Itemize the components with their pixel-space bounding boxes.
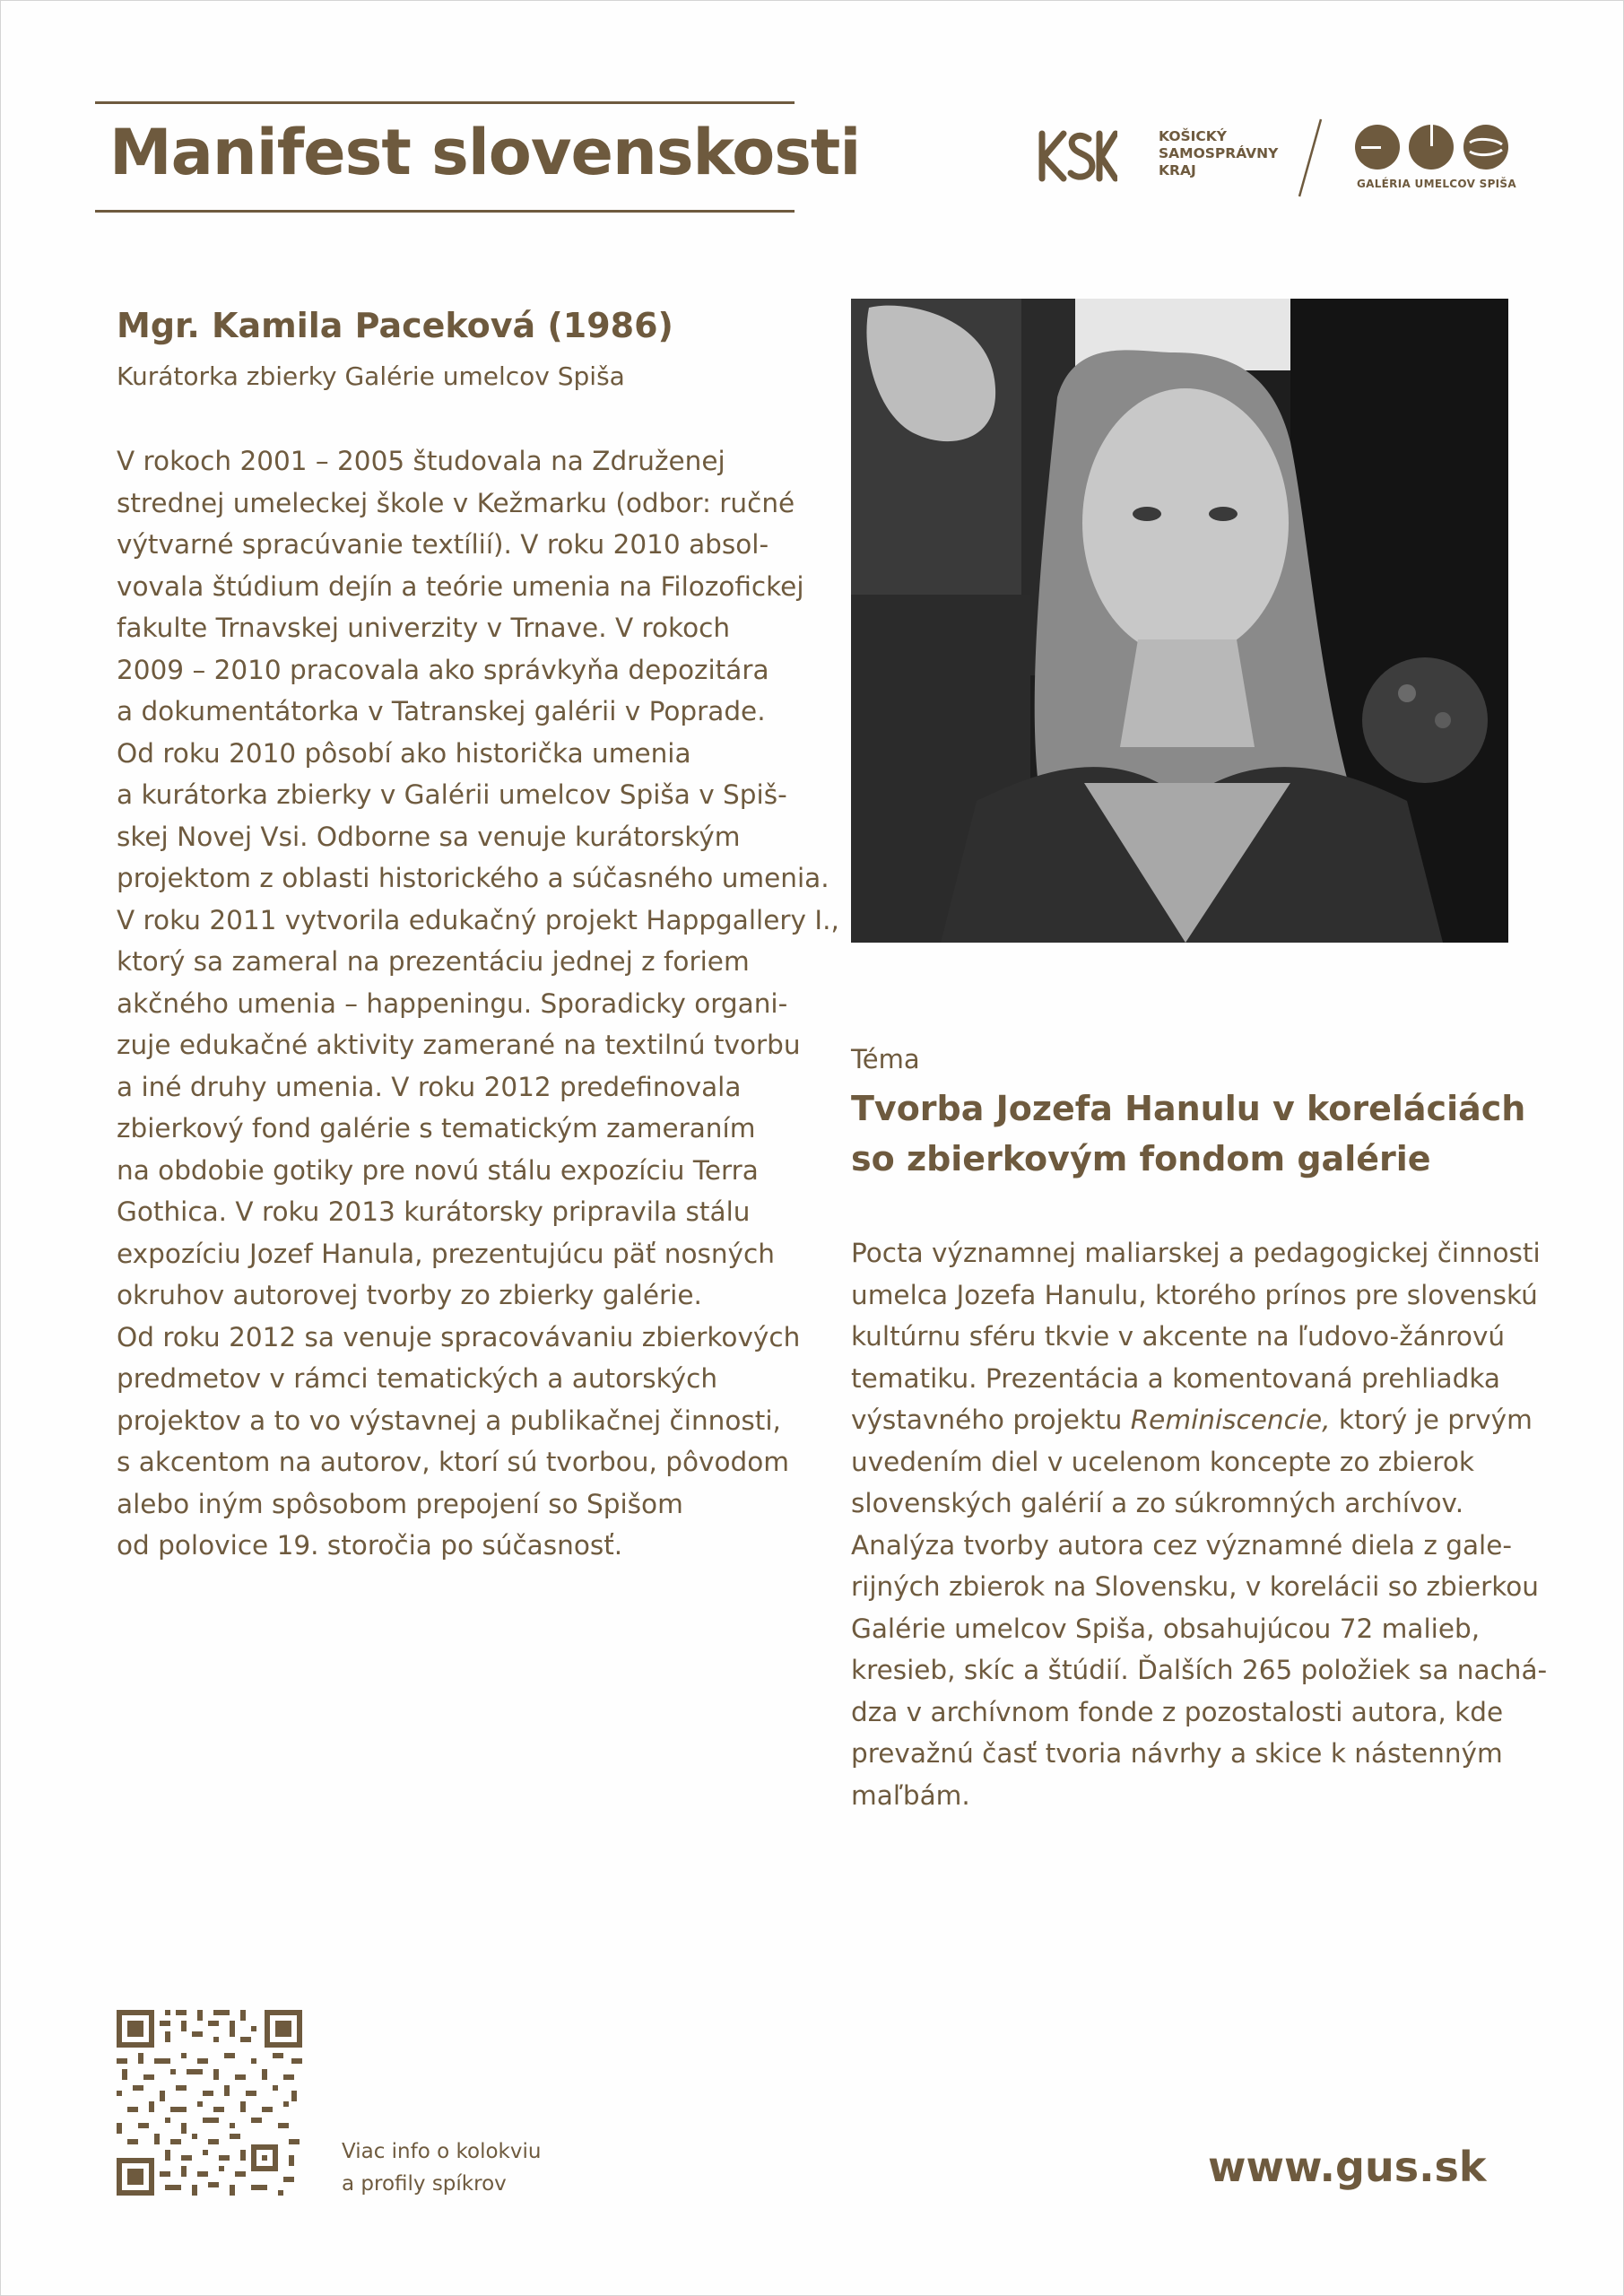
topic-line: kultúrnu sféru tkvie v akcente na ľudovo-žánrovú	[851, 1321, 1506, 1352]
qr-caption-line: a profily spíkrov	[342, 2172, 507, 2196]
bio-line: V roku 2011 vytvorila edukačný projekt Happgallery I.,	[117, 904, 839, 935]
person-name: Mgr. Kamila Paceková (1986)	[117, 306, 673, 345]
bio-line: 2009 – 2010 pracovala ako správkyňa depozitára	[117, 654, 769, 685]
topic-title-line: so zbierkovým fondom galérie	[851, 1139, 1431, 1178]
bio-line: V rokoch 2001 – 2005 študovala na Združenej	[117, 446, 725, 476]
bio-line: Od roku 2010 pôsobí ako historička umenia	[117, 737, 691, 769]
bio-line: s akcentom na autorov, ktorí sú tvorbou, pôvodom	[117, 1447, 790, 1477]
ksk-logo-icon	[1037, 126, 1117, 186]
bio-line: expozíciu Jozef Hanula, prezentujúcu päť nosných	[117, 1238, 775, 1269]
qr-caption	[342, 2135, 541, 2200]
bio-line: Gothica. V roku 2013 kurátorsky pripravila stálu	[117, 1196, 751, 1227]
bio-line: predmetov v rámci tematických a autorských	[117, 1363, 718, 1394]
bio-line: vovala štúdium dejín a teórie umenia na Filozofickej	[117, 570, 804, 602]
topic-line: dza v archívnom fonde z pozostalosti autora, kde	[851, 1696, 1504, 1727]
bio-line: zbierkový fond galérie s tematickým zameraním	[117, 1113, 756, 1144]
topic-text	[851, 1232, 1550, 1816]
topic-line: Pocta významnej maliarskej a pedagogickej činnosti	[851, 1238, 1541, 1268]
bio-line: okruhov autorovej tvorby zo zbierky galérie.	[117, 1280, 702, 1310]
bio-line: strednej umeleckej škole v Kežmarku (odbor: ručné	[117, 487, 795, 518]
topic-line: Analýza tvorby autora cez významné diela z gale-	[851, 1529, 1513, 1561]
bio-line: na obdobie gotiky pre novú stálu expozíciu Terra	[117, 1154, 759, 1186]
topic-line: uvedením diel v ucelenom koncepte zo zbierok	[851, 1446, 1474, 1477]
bio-line: a iné druhy umenia. V roku 2012 predefinovala	[117, 1071, 742, 1102]
bio-line: projektom z oblasti historického a súčasného umenia.	[117, 863, 829, 893]
topic-line: prevažnú časť tvoria návrhy a skice k nástenným	[851, 1738, 1503, 1769]
topic-title	[851, 1083, 1525, 1184]
topic-line: Galérie umelcov Spiša, obsahujúcou 72 malieb,	[851, 1613, 1481, 1644]
portrait-photo	[851, 299, 1508, 943]
topic-line: slovenských galérií a zo súkromných archívov.	[851, 1488, 1464, 1518]
topic-line-start: výstavného projektu	[851, 1405, 1131, 1435]
bio-text	[117, 440, 839, 1567]
bio-line: zuje edukačné aktivity zamerané na textilnú tvorbu	[117, 1030, 801, 1060]
ksk-logo-line: KOŠICKÝ	[1159, 128, 1228, 144]
topic-line: maľbám.	[851, 1779, 970, 1811]
ksk-logo-text	[1159, 128, 1278, 179]
topic-line-mixed	[851, 1399, 1550, 1441]
topic-line: umelca Jozefa Hanulu, ktorého prínos pre slovenskú	[851, 1279, 1538, 1310]
ksk-logo-line: SAMOSPRÁVNY	[1159, 145, 1279, 161]
ksk-logo-line: KRAJ	[1159, 162, 1196, 178]
person-role: Kurátorka zbierky Galérie umelcov Spiša	[117, 361, 625, 391]
bio-line: fakulte Trnavskej univerzity v Trnave. V rokoch	[117, 613, 731, 643]
qr-code-icon[interactable]	[117, 2010, 302, 2196]
website-link[interactable]: www.gus.sk	[1208, 2143, 1487, 2191]
page-title: Manifest slovenskosti	[109, 116, 861, 189]
bio-line: akčného umenia – happeningu. Sporadicky organi-	[117, 987, 788, 1019]
topic-title-line: Tvorba Jozefa Hanulu v koreláciách	[851, 1089, 1526, 1128]
topic-line-end: ktorý je prvým	[1330, 1405, 1533, 1435]
bio-line: a dokumentátorka v Tatranskej galérii v Poprade.	[117, 696, 766, 726]
gus-logo-caption: GALÉRIA UMELCOV SPIŠA	[1357, 178, 1516, 190]
bio-line: výtvarné spracúvanie textílií). V roku 2010 absol-	[117, 529, 769, 560]
bio-line: ktorý sa zameral na prezentáciu jednej z foriem	[117, 946, 750, 977]
topic-line: kresieb, skíc a štúdií. Ďalších 265 položiek sa nachá-	[851, 1655, 1548, 1685]
topic-line: rijných zbierok na Slovensku, v korelácii so zbierkou	[851, 1571, 1539, 1602]
bio-line: a kurátorka zbierky v Galérii umelcov Spiša v Spiš-	[117, 779, 787, 810]
qr-caption-line: Viac info o kolokviu	[342, 2140, 542, 2163]
gus-logo-icon	[1353, 123, 1511, 171]
logo-divider	[1292, 117, 1328, 198]
topic-label: Téma	[851, 1044, 920, 1074]
bio-line: skej Novej Vsi. Odborne sa venuje kurátorským	[117, 821, 741, 852]
title-box	[95, 101, 861, 213]
bio-line: alebo iným spôsobom prepojení so Spišom	[117, 1488, 683, 1519]
bio-line: Od roku 2012 sa venuje spracovávaniu zbierkových	[117, 1321, 801, 1352]
bio-line: projektov a to vo výstavnej a publikačnej činnosti,	[117, 1405, 781, 1436]
bio-line: od polovice 19. storočia po súčasnosť.	[117, 1530, 623, 1561]
project-name-italic: Reminiscencie,	[1130, 1405, 1331, 1435]
topic-line: tematiku. Prezentácia a komentovaná prehliadka	[851, 1362, 1500, 1394]
